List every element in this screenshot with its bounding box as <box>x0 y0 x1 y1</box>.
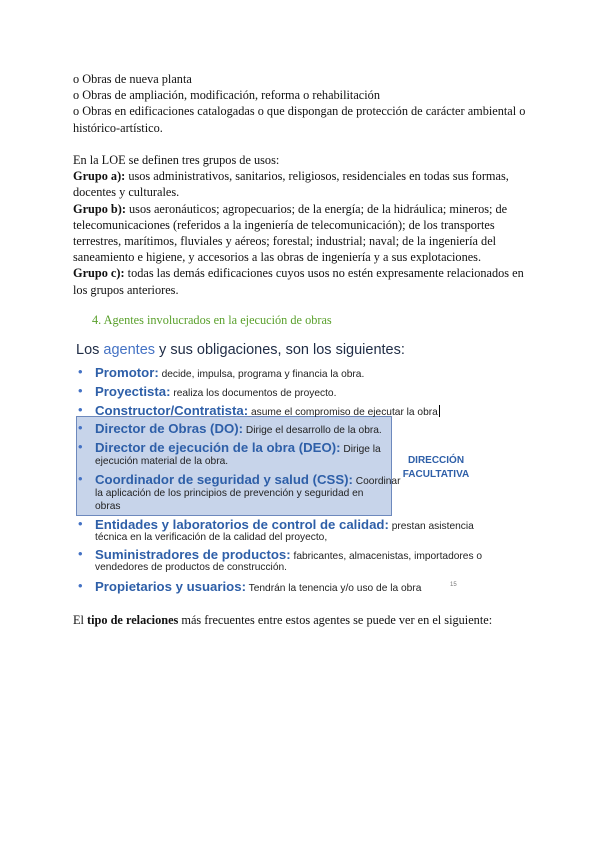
slide-title: Los agentes y sus obligaciones, son los siguientes: <box>76 342 405 358</box>
text-cursor-icon <box>439 405 440 417</box>
group-a-line: Grupo a): usos administrativos, sanitarios, religiosos, residenciales en todas sus formas, <box>73 169 509 184</box>
group-b-line: telecomunicaciones (referidos a la ingeniería de telecomunicación); de los transportes <box>73 217 495 232</box>
group-b-line: terrestres, marítimos, fluviales y aéreos; forestal; industrial; naval; de la ingeniería del <box>73 234 497 249</box>
group-a-label: Grupo a): <box>73 169 126 184</box>
uses-section <box>73 152 523 298</box>
agent-item-entidades-cont: técnica en la verificación de la calidad del proyecto, <box>95 532 328 543</box>
group-a-line: docentes y culturales. <box>73 185 180 200</box>
agent-item-deo: • Director de ejecución de la obra (DEO): Dirige la <box>78 439 381 455</box>
agent-item-constructor: • Constructor/Contratista: asume el compromiso de ejecutar la obra <box>78 402 438 418</box>
works-item: o Obras en edificaciones catalogadas o que dispongan de protección de carácter ambiental o <box>73 104 526 119</box>
slide-number: 15 <box>450 582 457 588</box>
agent-item-entidades: • Entidades y laboratorios de control de calidad: prestan asistencia <box>78 516 474 532</box>
agent-item-proyectista: • Proyectista: realiza los documentos de proyecto. <box>78 383 337 399</box>
works-item: o Obras de ampliación, modificación, reforma o rehabilitación <box>73 88 380 103</box>
group-b-line: Grupo b): usos aeronáuticos; agropecuarios; de la energía; de la hidráulica; mineros; de <box>73 201 508 216</box>
agent-item-css-cont: la aplicación de los principios de prevención y seguridad en <box>95 488 364 499</box>
group-b-label: Grupo b): <box>73 201 126 216</box>
agent-item-css-cont: obras <box>95 501 121 512</box>
group-c-line: los grupos anteriores. <box>73 282 179 297</box>
agent-item-suministradores: • Suministradores de productos: fabricantes, almacenistas, importadores o <box>78 546 483 562</box>
section-heading: 4. Agentes involucrados en la ejecución de obras <box>92 313 332 327</box>
agent-item-director-obras: • Director de Obras (DO): Dirige el desarrollo de la obra. <box>78 420 382 436</box>
agents-slide-image <box>76 338 496 600</box>
relations-paragraph: El tipo de relaciones más frecuentes entre estos agentes se puede ver en el siguiente: <box>73 613 493 627</box>
agent-item-css: • Coordinador de seguridad y salud (CSS): Coordinar <box>78 471 401 487</box>
uses-intro: En la LOE se definen tres grupos de usos: <box>73 153 280 167</box>
group-c-line: Grupo c): todas las demás edificaciones cuyos usos no estén expresamente relacionados en <box>73 266 524 281</box>
agent-item-suministradores-cont: vendedores de productos de construcción. <box>95 562 287 573</box>
agent-item-deo-cont: ejecución material de la obra. <box>95 456 229 467</box>
works-list <box>73 71 526 136</box>
agent-item-propietarios: • Propietarios y usuarios: Tendrán la tenencia y/o uso de la obra <box>78 578 422 594</box>
group-b-line: saneamiento e higiene, y accesorios a las obras de ingeniería y a sus explotaciones. <box>73 250 482 265</box>
agent-item-promotor: • Promotor: decide, impulsa, programa y financia la obra. <box>78 364 365 380</box>
direccion-facultativa-label: DIRECCIÓN FACULTATIVA <box>402 455 470 480</box>
group-c-label: Grupo c): <box>73 266 125 281</box>
works-item: o Obras de nueva planta <box>73 72 192 86</box>
works-item: histórico-artístico. <box>73 120 163 135</box>
